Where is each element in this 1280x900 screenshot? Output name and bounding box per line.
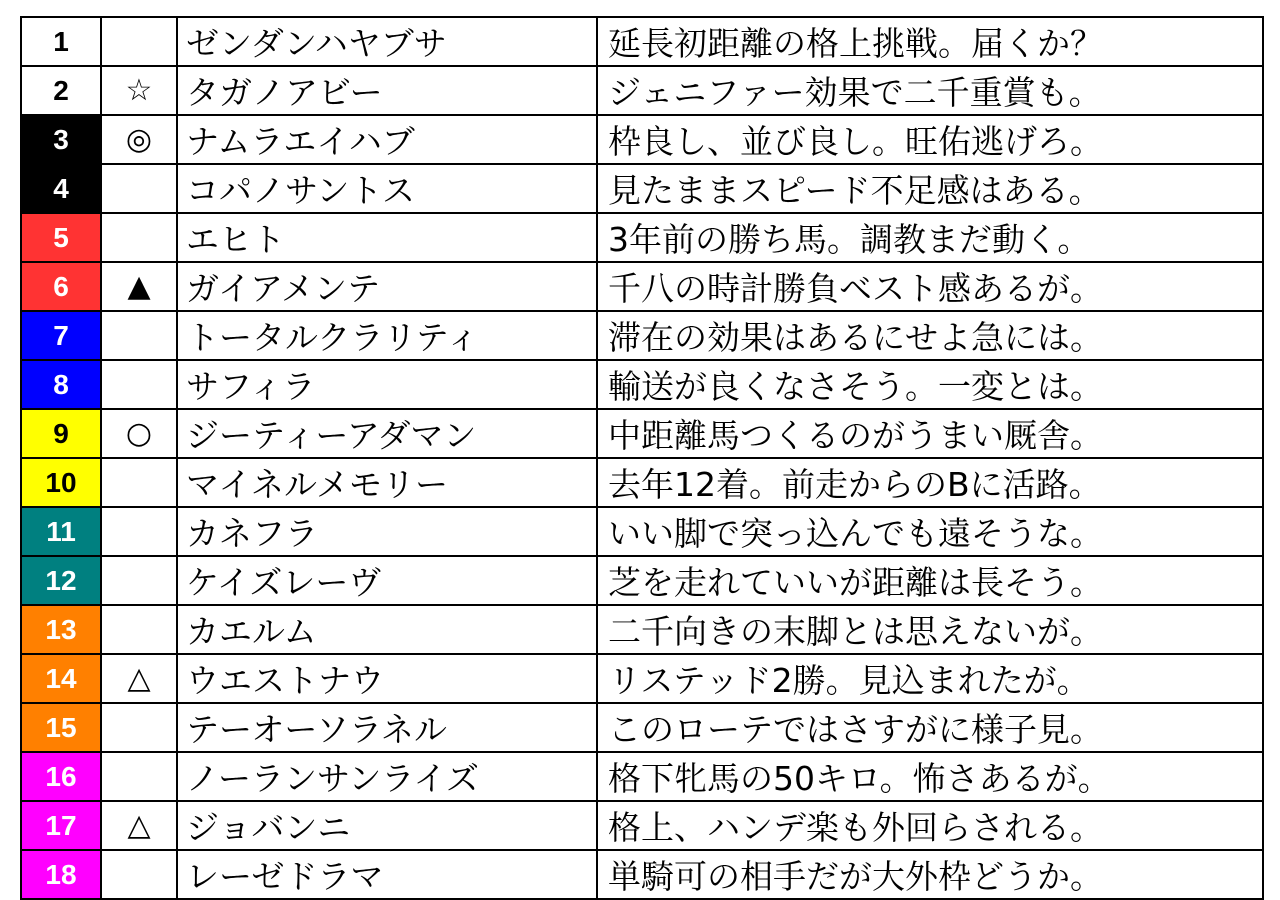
comment-cell: 千八の時計勝負ベスト感あるが。 [597,262,1263,311]
horse-name-cell: ガイアメンテ [177,262,597,311]
prediction-mark-cell [101,164,177,213]
horse-name-cell: コパノサントス [177,164,597,213]
comment-cell: 中距離馬つくるのがうまい厩舎。 [597,409,1263,458]
comment-cell: ジェニファー効果で二千重賞も。 [597,66,1263,115]
horse-number-cell: 12 [21,556,101,605]
horse-name-cell: トータルクラリティ [177,311,597,360]
horse-name-cell: ジーティーアダマン [177,409,597,458]
horse-number-cell: 13 [21,605,101,654]
prediction-mark-cell [101,213,177,262]
prediction-mark-cell: ▲ [101,262,177,311]
horse-number-cell: 3 [21,115,101,164]
table-row [21,115,1263,164]
comment-cell: 去年12着。前走からのBに活路。 [597,458,1263,507]
table-row [21,801,1263,850]
table-row [21,507,1263,556]
comment-cell: このローテではさすがに様子見。 [597,703,1263,752]
prediction-mark-cell [101,360,177,409]
horse-name-cell: レーゼドラマ [177,850,597,899]
horse-number-cell: 16 [21,752,101,801]
prediction-mark-cell [101,703,177,752]
comment-cell: 延長初距離の格上挑戦。届くか？ [597,17,1263,66]
prediction-mark-cell [101,752,177,801]
horse-name-cell: ケイズレーヴ [177,556,597,605]
table-row [21,850,1263,899]
table-row [21,752,1263,801]
horse-number-cell: 1 [21,17,101,66]
prediction-mark-cell [101,850,177,899]
prediction-mark-cell: ☆ [101,66,177,115]
comment-cell: リステッド2勝。見込まれたが。 [597,654,1263,703]
horse-name-cell: カエルム [177,605,597,654]
prediction-mark-cell: △ [101,654,177,703]
table-row [21,556,1263,605]
comment-cell: いい脚で突っ込んでも遠そうな。 [597,507,1263,556]
comment-cell: 二千向きの末脚とは思えないが。 [597,605,1263,654]
prediction-mark-cell [101,311,177,360]
horse-number-cell: 14 [21,654,101,703]
table-row [21,17,1263,66]
prediction-mark-cell: ◎ [101,115,177,164]
horse-number-cell: 18 [21,850,101,899]
table-row [21,213,1263,262]
prediction-mark-cell [101,17,177,66]
horse-name-cell: ジョバンニ [177,801,597,850]
horse-name-cell: ゼンダンハヤブサ [177,17,597,66]
table-row [21,605,1263,654]
prediction-mark-cell: △ [101,801,177,850]
horse-name-cell: マイネルメモリー [177,458,597,507]
comment-cell: 格上、ハンデ楽も外回らされる。 [597,801,1263,850]
table-row [21,164,1263,213]
horse-number-cell: 5 [21,213,101,262]
horse-number-cell: 6 [21,262,101,311]
table-row [21,66,1263,115]
prediction-mark-cell: ○ [101,409,177,458]
horse-number-cell: 11 [21,507,101,556]
comment-cell: 単騎可の相手だが大外枠どうか。 [597,850,1263,899]
horse-number-cell: 9 [21,409,101,458]
comment-cell: 3年前の勝ち馬。調教まだ動く。 [597,213,1263,262]
table-row [21,458,1263,507]
horse-number-cell: 17 [21,801,101,850]
table-row [21,360,1263,409]
horse-number-cell: 4 [21,164,101,213]
horse-name-cell: タガノアビー [177,66,597,115]
prediction-mark-cell [101,605,177,654]
table-row [21,262,1263,311]
horse-name-cell: カネフラ [177,507,597,556]
horse-number-cell: 7 [21,311,101,360]
comment-cell: 見たままスピード不足感はある。 [597,164,1263,213]
prediction-mark-cell [101,556,177,605]
prediction-mark-cell [101,458,177,507]
race-entry-table [20,16,1264,900]
horse-number-cell: 2 [21,66,101,115]
comment-cell: 枠良し、並び良し。旺佑逃げろ。 [597,115,1263,164]
horse-name-cell: ウエストナウ [177,654,597,703]
horse-name-cell: テーオーソラネル [177,703,597,752]
horse-name-cell: ナムラエイハブ [177,115,597,164]
table-row [21,311,1263,360]
horse-number-cell: 10 [21,458,101,507]
horse-number-cell: 15 [21,703,101,752]
comment-cell: 輸送が良くなさそう。一変とは。 [597,360,1263,409]
comment-cell: 滞在の効果はあるにせよ急には。 [597,311,1263,360]
horse-number-cell: 8 [21,360,101,409]
table-row [21,409,1263,458]
table-row [21,654,1263,703]
table-row [21,703,1263,752]
comment-cell: 格下牝馬の50キロ。怖さあるが。 [597,752,1263,801]
horse-name-cell: ノーランサンライズ [177,752,597,801]
horse-name-cell: サフィラ [177,360,597,409]
race-entry-body [21,17,1263,899]
prediction-mark-cell [101,507,177,556]
comment-cell: 芝を走れていいが距離は長そう。 [597,556,1263,605]
horse-name-cell: エヒト [177,213,597,262]
